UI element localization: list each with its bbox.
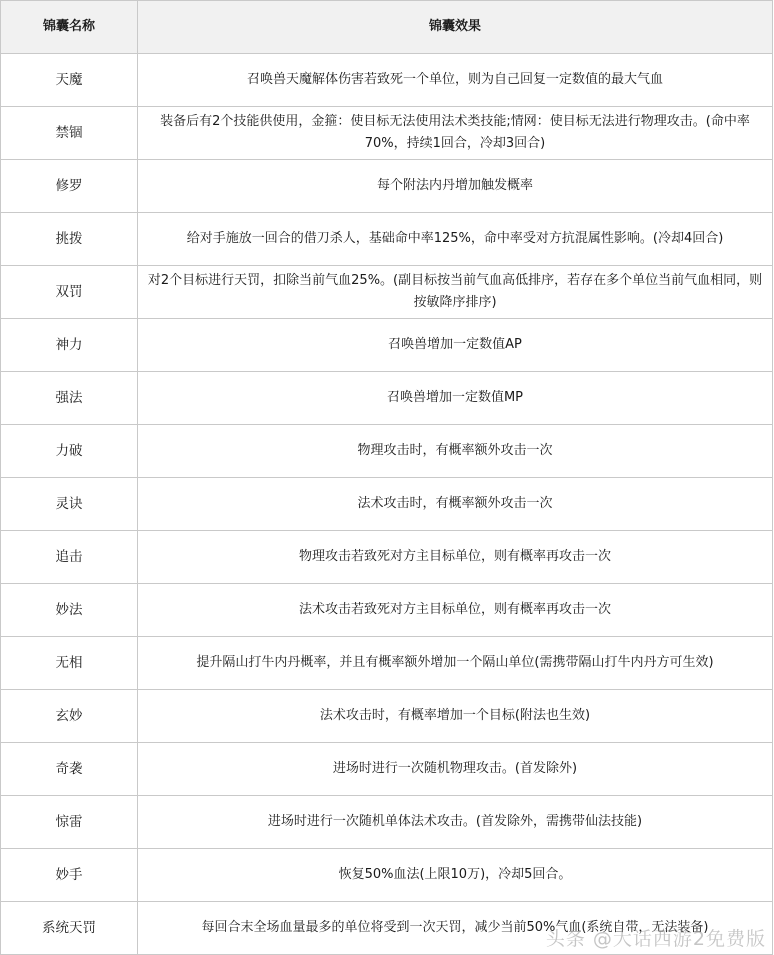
jinnang-name: 强法: [1, 372, 138, 425]
jinnang-name: 妙手: [1, 849, 138, 902]
table-row: [1, 319, 773, 372]
table-row: [1, 637, 773, 690]
table-row: [1, 531, 773, 584]
jinnang-effect: 对2个目标进行天罚，扣除当前气血25%。(副目标按当前气血高低排序，若存在多个单位当前气血相同，则按敏降序排序): [138, 266, 773, 319]
jinnang-effect: 进场时进行一次随机单体法术攻击。(首发除外，需携带仙法技能): [138, 796, 773, 849]
jinnang-name: 禁锢: [1, 107, 138, 160]
jinnang-name: 力破: [1, 425, 138, 478]
watermark-text: 头条 @大话西游2免费版: [545, 928, 766, 950]
jinnang-effect: 法术攻击若致死对方主目标单位，则有概率再攻击一次: [138, 584, 773, 637]
table-row: [1, 796, 773, 849]
table-row: [1, 266, 773, 319]
table-row: [1, 160, 773, 213]
jinnang-effect: 物理攻击若致死对方主目标单位，则有概率再攻击一次: [138, 531, 773, 584]
jinnang-effect: 每个附法内丹增加触发概率: [138, 160, 773, 213]
jinnang-name: 惊雷: [1, 796, 138, 849]
table-row: [1, 478, 773, 531]
table-header-row: [1, 1, 773, 54]
jinnang-effect: 召唤兽天魔解体伤害若致死一个单位，则为自己回复一定数值的最大气血: [138, 54, 773, 107]
jinnang-name: 天魔: [1, 54, 138, 107]
jinnang-name: 无相: [1, 637, 138, 690]
jinnang-effect: 给对手施放一回合的借刀杀人，基础命中率125%，命中率受对方抗混属性影响。(冷却4回合): [138, 213, 773, 266]
jinnang-name: 神力: [1, 319, 138, 372]
jinnang-effect: 法术攻击时，有概率增加一个目标(附法也生效): [138, 690, 773, 743]
table-body: [1, 54, 773, 955]
jinnang-effect: 召唤兽增加一定数值MP: [138, 372, 773, 425]
table-row: [1, 584, 773, 637]
jinnang-name: 修罗: [1, 160, 138, 213]
jinnang-effect: 提升隔山打牛内丹概率，并且有概率额外增加一个隔山单位(需携带隔山打牛内丹方可生效): [138, 637, 773, 690]
jinnang-name: 系统天罚: [1, 902, 138, 955]
jinnang-effect: 法术攻击时，有概率额外攻击一次: [138, 478, 773, 531]
jinnang-name: 追击: [1, 531, 138, 584]
jinnang-effect: 召唤兽增加一定数值AP: [138, 319, 773, 372]
table-row: [1, 107, 773, 160]
header-name: 锦囊名称: [1, 1, 138, 54]
table-row: [1, 849, 773, 902]
table-row: [1, 690, 773, 743]
table-row: [1, 213, 773, 266]
jinnang-effect: 进场时进行一次随机物理攻击。(首发除外): [138, 743, 773, 796]
jinnang-effect: 恢复50%血法(上限10万)，冷却5回合。: [138, 849, 773, 902]
jinnang-name: 奇袭: [1, 743, 138, 796]
jinnang-name: 双罚: [1, 266, 138, 319]
header-effect: 锦囊效果: [138, 1, 773, 54]
jinnang-effect: 每回合末全场血量最多的单位将受到一次天罚，减少当前50%气血(系统自带，无法装备): [138, 902, 773, 955]
table-row: [1, 425, 773, 478]
jinnang-effect: 物理攻击时，有概率额外攻击一次: [138, 425, 773, 478]
jinnang-name: 灵诀: [1, 478, 138, 531]
jinnang-effect: 装备后有2个技能供使用，金箍：使目标无法使用法术类技能;情网：使目标无法进行物理攻击。(命中率70%，持续1回合，冷却3回合): [138, 107, 773, 160]
jinnang-name: 玄妙: [1, 690, 138, 743]
jinnang-name: 挑拨: [1, 213, 138, 266]
table-row: [1, 743, 773, 796]
jinnang-name: 妙法: [1, 584, 138, 637]
table-row: [1, 372, 773, 425]
table-row: [1, 54, 773, 107]
